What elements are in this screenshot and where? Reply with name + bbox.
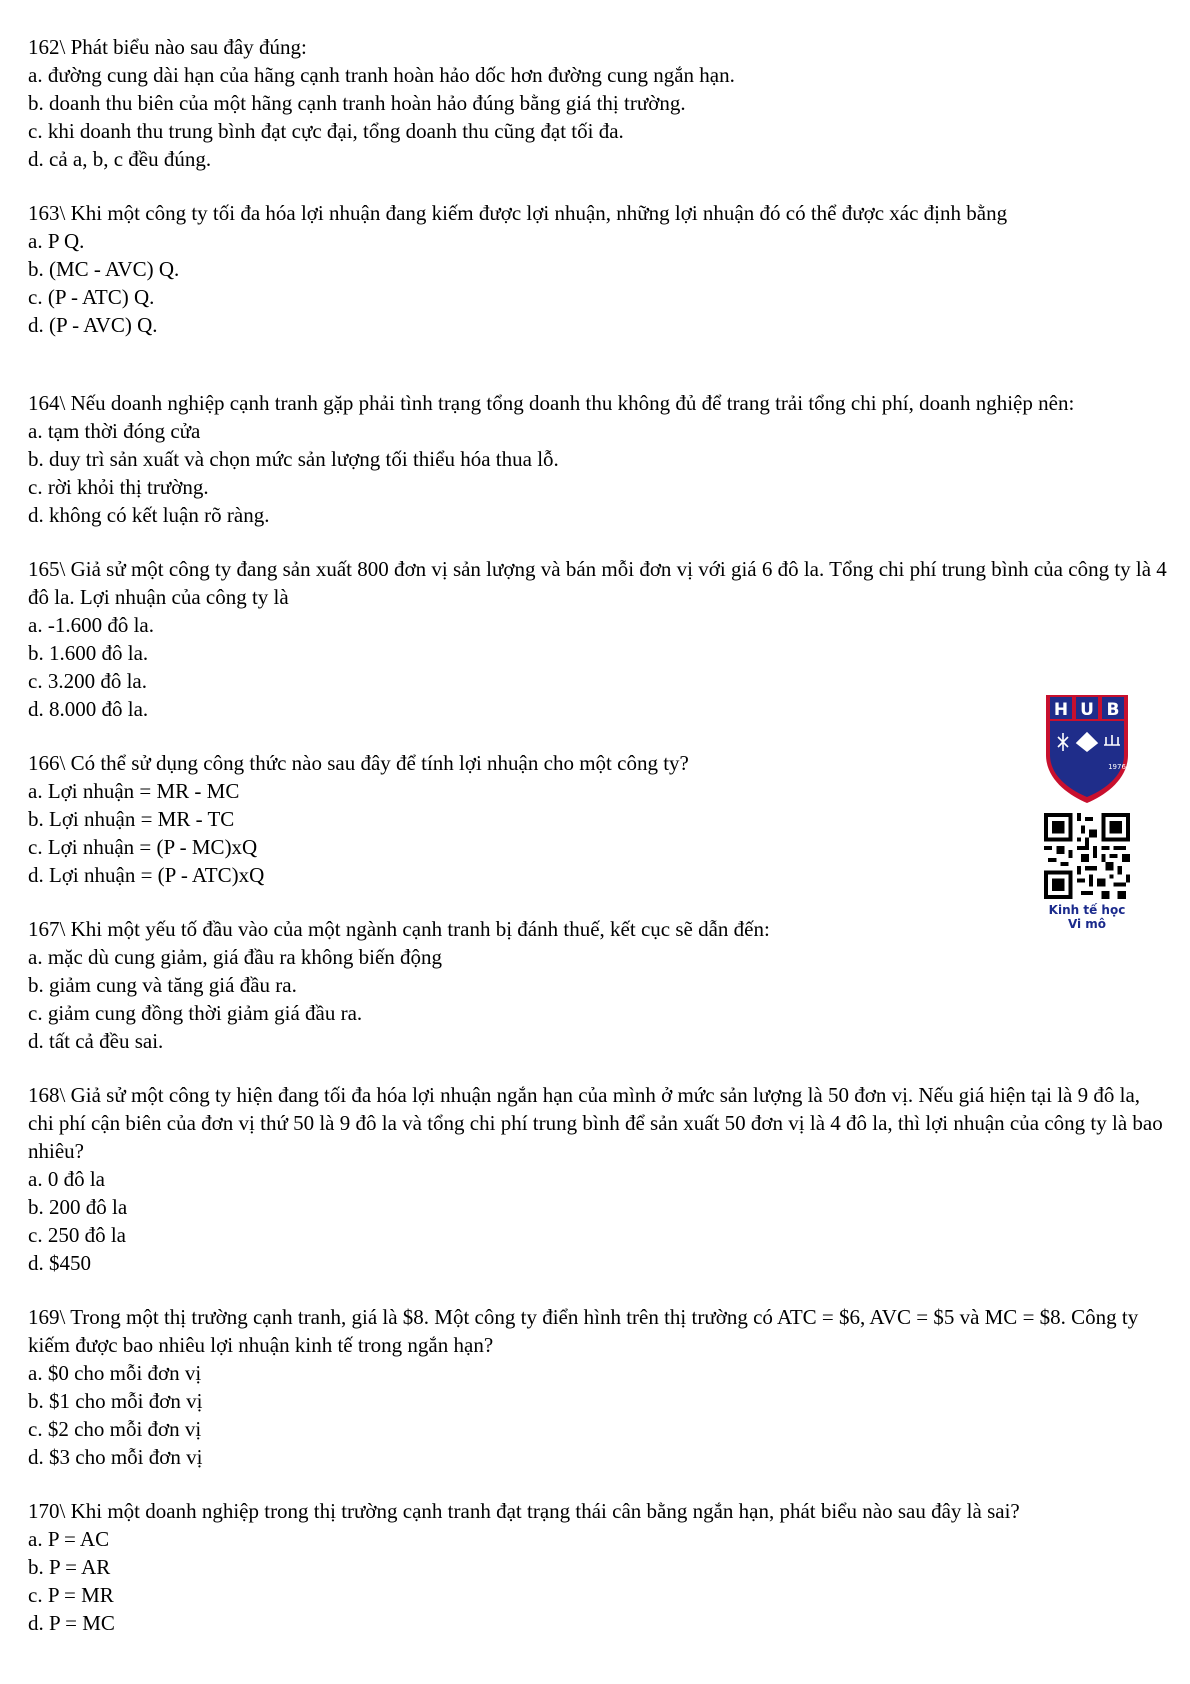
question-block (28, 1081, 1168, 1277)
question-text: 163\ Khi một công ty tối đa hóa lợi nhuận đang kiếm được lợi nhuận, những lợi nhuận đó có thể được xác định bằng (28, 201, 1008, 225)
qr-code-icon (1044, 813, 1130, 899)
answer-option: d. cả a, b, c đều đúng. (28, 147, 212, 171)
answer-option: b. P = AR (28, 1555, 111, 1579)
answer-option: a. $0 cho mỗi đơn vị (28, 1361, 202, 1385)
question-block (28, 555, 1168, 723)
question-spacer (28, 529, 1168, 555)
answer-option: a. tạm thời đóng cửa (28, 419, 201, 443)
answer-option: c. 250 đô la (28, 1223, 126, 1247)
question-block (28, 749, 1168, 889)
question-block (28, 1303, 1168, 1471)
question-text: 167\ Khi một yếu tố đầu vào của một ngành cạnh tranh bị đánh thuế, kết cục sẽ dẫn đến: (28, 917, 770, 941)
question-spacer (28, 723, 1168, 749)
answer-option: c. Lợi nhuận = (P - MC)xQ (28, 835, 258, 859)
answer-options (28, 943, 1168, 1055)
hub-logo-block (1044, 693, 1130, 931)
logo-letter-b: B (1106, 700, 1120, 720)
answer-option: d. $450 (28, 1251, 91, 1275)
answer-option: a. -1.600 đô la. (28, 613, 154, 637)
answer-option: b. doanh thu biên của một hãng cạnh tranh hoàn hảo đúng bằng giá thị trường. (28, 91, 686, 115)
question-text: 162\ Phát biểu nào sau đây đúng: (28, 35, 307, 59)
answer-option: c. 3.200 đô la. (28, 669, 147, 693)
answer-option: a. mặc dù cung giảm, giá đầu ra không biến động (28, 945, 443, 969)
question-spacer (28, 889, 1168, 915)
question-spacer (28, 173, 1168, 199)
answer-option: c. $2 cho mỗi đơn vị (28, 1417, 202, 1441)
question-block (28, 389, 1168, 529)
question-text: 170\ Khi một doanh nghiệp trong thị trường cạnh tranh đạt trạng thái cân bằng ngắn hạn, phát biểu nào sau đây là sai? (28, 1499, 1020, 1523)
answer-options (28, 417, 1168, 529)
answer-option: d. tất cả đều sai. (28, 1029, 164, 1053)
hub-shield-logo (1044, 693, 1130, 805)
answer-option: c. P = MR (28, 1583, 114, 1607)
question-text: 166\ Có thể sử dụng công thức nào sau đây để tính lợi nhuận cho một công ty? (28, 751, 689, 775)
answer-option: a. P = AC (28, 1527, 110, 1551)
answer-option: b. 200 đô la (28, 1195, 128, 1219)
answer-option: d. Lợi nhuận = (P - ATC)xQ (28, 863, 265, 887)
logo-letter-u: U (1080, 700, 1094, 720)
logo-caption (1037, 903, 1137, 931)
answer-option: d. không có kết luận rõ ràng. (28, 503, 270, 527)
logo-caption-line1: Kinh tế học (1048, 903, 1126, 917)
answer-options (28, 1525, 1168, 1637)
question-text: 164\ Nếu doanh nghiệp cạnh tranh gặp phải tình trạng tổng doanh thu không đủ để trang trải tổng chi phí, doanh nghiệp nên: (28, 391, 1075, 415)
answer-option: a. 0 đô la (28, 1167, 105, 1191)
answer-option: b. 1.600 đô la. (28, 641, 149, 665)
answer-options (28, 611, 1168, 723)
answer-option: c. rời khỏi thị trường. (28, 475, 209, 499)
answer-option: d. P = MC (28, 1611, 115, 1635)
answer-option: b. giảm cung và tăng giá đầu ra. (28, 973, 297, 997)
answer-options (28, 227, 1168, 339)
question-text: 168\ Giả sử một công ty hiện đang tối đa hóa lợi nhuận ngắn hạn của mình ở mức sản lượng là 50 đơn vị. Nếu giá hiện tại là 9 đô la, chi phí cận biên của đơn vị thứ 50 là 9 đô la và tổng chi phí trung bình để sản xuất 50 đơn vị là 4 đô la, thì lợi nhuận của công ty là bao nhiêu? (28, 1083, 1163, 1163)
question-block (28, 915, 1168, 1055)
answer-options (28, 1359, 1168, 1471)
answer-option: a. Lợi nhuận = MR - MC (28, 779, 240, 803)
answer-options (28, 777, 1168, 889)
answer-option: a. đường cung dài hạn của hãng cạnh tranh hoàn hảo dốc hơn đường cung ngắn hạn. (28, 63, 735, 87)
document-body (28, 33, 1168, 1637)
answer-option: d. (P - AVC) Q. (28, 313, 158, 337)
answer-option: d. $3 cho mỗi đơn vị (28, 1445, 203, 1469)
answer-option: b. duy trì sản xuất và chọn mức sản lượng tối thiểu hóa thua lỗ. (28, 447, 559, 471)
logo-letter-h: H (1053, 700, 1069, 720)
answer-option: c. khi doanh thu trung bình đạt cực đại, tổng doanh thu cũng đạt tối đa. (28, 119, 624, 143)
question-spacer (28, 339, 1168, 389)
question-text: 165\ Giả sử một công ty đang sản xuất 800 đơn vị sản lượng và bán mỗi đơn vị với giá 6 đô la. Tổng chi phí trung bình của công ty là 4 đô la. Lợi nhuận của công ty là (28, 557, 1167, 609)
answer-option: a. P Q. (28, 229, 85, 253)
answer-option: c. giảm cung đồng thời giảm giá đầu ra. (28, 1001, 363, 1025)
question-spacer (28, 1471, 1168, 1497)
question-spacer (28, 1055, 1168, 1081)
question-text: 169\ Trong một thị trường cạnh tranh, giá là $8. Một công ty điển hình trên thị trường có ATC = $6, AVC = $5 và MC = $8. Công ty kiếm được bao nhiêu lợi nhuận kinh tế trong ngắn hạn? (28, 1305, 1139, 1357)
answer-options (28, 61, 1168, 173)
question-block (28, 199, 1168, 339)
question-spacer (28, 1277, 1168, 1303)
answer-option: b. $1 cho mỗi đơn vị (28, 1389, 203, 1413)
question-block (28, 33, 1168, 173)
logo-caption-line2: Vi mô (1067, 917, 1107, 931)
answer-option: b. (MC - AVC) Q. (28, 257, 180, 281)
answer-options (28, 1165, 1168, 1277)
answer-option: b. Lợi nhuận = MR - TC (28, 807, 235, 831)
question-block (28, 1497, 1168, 1637)
logo-year: 1976 (1108, 763, 1126, 771)
answer-option: c. (P - ATC) Q. (28, 285, 155, 309)
answer-option: d. 8.000 đô la. (28, 697, 149, 721)
